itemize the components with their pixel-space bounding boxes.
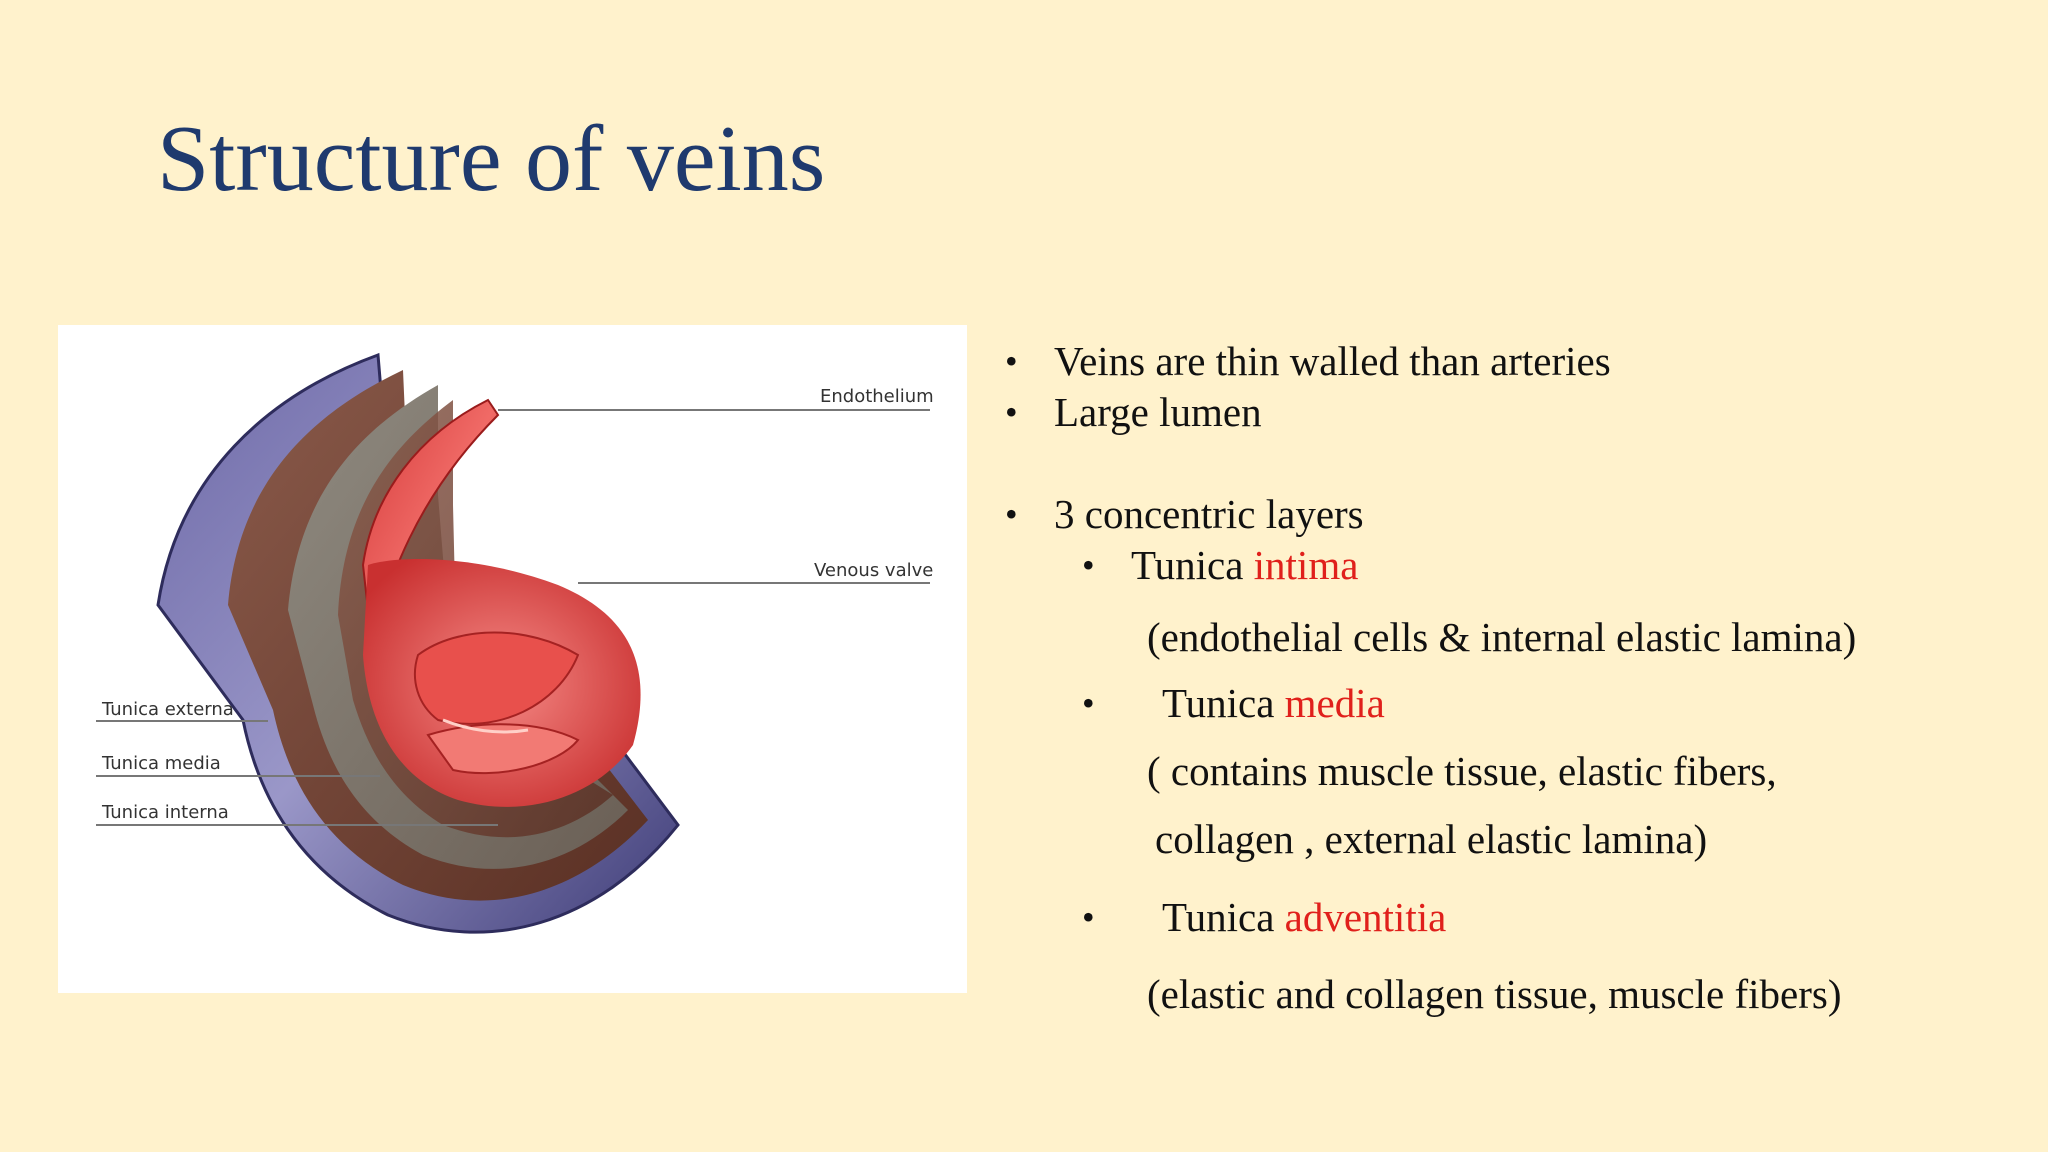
- media-highlight: media: [1284, 680, 1385, 726]
- bullet-thin-walled: Veins are thin walled than arteries: [1054, 338, 1611, 384]
- sub-bullet-dot: •: [1082, 897, 1095, 937]
- adventitia-description: (elastic and collagen tissue, muscle fibers): [1147, 971, 1842, 1017]
- intima-description: (endothelial cells & internal elastic lamina): [1147, 614, 1857, 660]
- media-description-line1: ( contains muscle tissue, elastic fibers,: [1147, 748, 1777, 794]
- vein-illustration: [58, 325, 967, 993]
- endothelium-label: Endothelium: [820, 386, 934, 407]
- tunica-interna-label: Tunica interna: [102, 802, 229, 823]
- venous-valve-label: Venous valve: [814, 560, 934, 581]
- sub-bullet-dot: •: [1082, 683, 1095, 723]
- adventitia-prefix: Tunica: [1162, 894, 1285, 940]
- bullet-dot: •: [1005, 494, 1018, 534]
- vein-diagram: [58, 325, 967, 993]
- intima-prefix: Tunica: [1131, 542, 1254, 588]
- tunica-media-label: Tunica media: [102, 753, 221, 774]
- intima-highlight: intima: [1253, 542, 1359, 588]
- bullet-dot: •: [1005, 392, 1018, 432]
- adventitia-highlight: adventitia: [1284, 894, 1447, 940]
- bullet-tunica-media: [1162, 680, 1385, 726]
- bullet-dot: •: [1005, 341, 1018, 381]
- bullet-concentric-layers: 3 concentric layers: [1054, 491, 1364, 537]
- media-prefix: Tunica: [1162, 680, 1285, 726]
- tunica-externa-label: Tunica externa: [102, 699, 234, 720]
- media-description-line2: collagen , external elastic lamina): [1155, 816, 1708, 862]
- bullet-large-lumen: Large lumen: [1054, 389, 1262, 435]
- bullet-tunica-intima: [1131, 542, 1359, 588]
- slide-title: Structure of veins: [157, 107, 826, 211]
- sub-bullet-dot: •: [1082, 545, 1095, 585]
- bullet-tunica-adventitia: [1162, 894, 1447, 940]
